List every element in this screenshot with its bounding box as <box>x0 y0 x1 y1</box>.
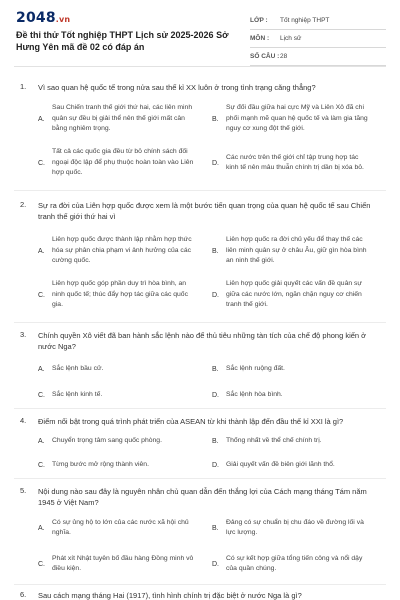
option-text: Sắc lệnh kinh tế. <box>52 390 103 398</box>
option-b[interactable] <box>212 434 368 448</box>
question-number: 5. <box>20 486 27 495</box>
question-number: 1. <box>20 82 27 91</box>
option-text: Có sự kết hợp giữa tổng tiến công và nổi dậy của quần chúng. <box>226 554 363 572</box>
option-text: Có sự ủng hộ to lớn của các nước xã hội chủ nghĩa. <box>52 518 189 536</box>
option-b[interactable] <box>212 102 368 136</box>
option-letter: B. <box>212 247 219 255</box>
info-value: 28 <box>280 53 288 60</box>
option-text: Phát xít Nhật tuyên bố đầu hàng Đồng minh vô điều kiện. <box>52 554 194 572</box>
question-text: Điểm nổi bật trong quá trình phát triển của ASEAN từ khi thành lập đến đầu thế kỉ XXI là gì? <box>38 417 344 426</box>
option-letter: B. <box>212 365 219 373</box>
option-text: Từng bước mở rộng thành viên. <box>52 460 149 468</box>
option-d[interactable] <box>212 388 368 402</box>
question-divider <box>14 322 386 323</box>
option-text: Tất cả các quốc gia đều từ bỏ chính sách đối ngoại độc lập để phụ thuộc hoàn toàn vào Liên hợp quốc. <box>52 148 194 177</box>
option-letter: B. <box>212 437 219 445</box>
option-text: Giải quyết vấn đề biên giới lãnh thổ. <box>226 460 335 468</box>
question-text: Chính quyền Xô viết đã ban hành sắc lệnh nào để thủ tiêu những tàn tích của chế độ phong kiến ở nước Nga? <box>38 331 367 351</box>
option-d[interactable] <box>212 552 368 576</box>
option-letter: C. <box>38 159 45 167</box>
option-text: Chuyển trọng tâm sang quốc phòng. <box>52 436 162 444</box>
option-letter: D. <box>212 560 219 568</box>
option-c[interactable] <box>38 458 194 472</box>
document-header <box>0 0 400 66</box>
option-letter: C. <box>38 291 45 299</box>
option-letter: C. <box>38 391 45 399</box>
info-key: SỐ CÂU : <box>250 53 280 60</box>
option-d[interactable] <box>212 278 368 312</box>
option-letter: C. <box>38 560 45 568</box>
question-text: Vì sao quan hệ quốc tế trong nửa sau thế kỉ XX luôn ở trong tình trạng căng thẳng? <box>38 83 316 92</box>
site-logo[interactable] <box>16 10 70 26</box>
option-a[interactable] <box>38 362 194 376</box>
option-c[interactable] <box>38 388 194 402</box>
exam-info-table <box>250 12 386 66</box>
question-number: 2. <box>20 200 27 209</box>
option-letter: B. <box>212 524 219 532</box>
info-key: LỚP : <box>250 17 268 24</box>
exam-title: Đề thi thử Tốt nghiệp THPT Lịch sử 2025-2026 Sở Hưng Yên mã đề 02 có đáp án <box>16 30 229 52</box>
option-b[interactable] <box>212 516 368 540</box>
option-text: Sắc lệnh hòa bình. <box>226 390 283 398</box>
option-text: Liên hợp quốc góp phần duy trì hòa bình, an ninh quốc tế; thúc đẩy hợp tác giữa các quốc gia. <box>52 280 188 309</box>
info-value: Lịch sử <box>280 35 302 42</box>
option-letter: C. <box>38 461 45 469</box>
question-number: 3. <box>20 330 27 339</box>
option-text: Liên hợp quốc được thành lập nhằm hợp thức hóa sự phân chia phạm vi ảnh hưởng của các cường quốc. <box>52 236 192 265</box>
info-row-count <box>250 48 386 66</box>
option-letter: A. <box>38 524 45 532</box>
option-c[interactable] <box>38 146 194 180</box>
option-text: Sự đối đầu giữa hai cực Mỹ và Liên Xô đã chi phối mạnh mẽ quan hệ quốc tế và làm gia tăng nguy cơ xung đột thế giới. <box>226 104 368 133</box>
option-a[interactable] <box>38 102 194 136</box>
option-letter: D. <box>212 391 219 399</box>
header-divider <box>14 66 386 67</box>
info-row-subject <box>250 30 386 48</box>
question-number: 6. <box>20 590 27 599</box>
option-letter: B. <box>212 115 219 123</box>
logo-suffix: .vn <box>55 15 71 24</box>
question-text: Sự ra đời của Liên hợp quốc được xem là một bước tiến quan trọng của quan hệ quốc tế sau Chiến tranh thế giới thứ hai vì <box>38 201 371 221</box>
option-text: Sắc lệnh bầu cử. <box>52 364 104 372</box>
option-a[interactable] <box>38 434 194 448</box>
option-text: Liên hợp quốc giải quyết các vấn đề quân sự giữa các nước lớn, ngăn chặn nguy cơ chiến tranh thế giới. <box>226 280 362 309</box>
question-divider <box>14 408 386 409</box>
option-d[interactable] <box>212 458 368 472</box>
option-a[interactable] <box>38 516 194 540</box>
option-text: Đảng có sự chuẩn bị chu đáo về đường lối và lực lượng. <box>226 518 364 536</box>
question-divider <box>14 478 386 479</box>
option-letter: D. <box>212 159 219 167</box>
option-c[interactable] <box>38 552 194 576</box>
question-divider <box>14 190 386 191</box>
option-b[interactable] <box>212 362 368 376</box>
option-b[interactable] <box>212 234 368 268</box>
info-key: MÔN : <box>250 35 270 42</box>
option-letter: A. <box>38 365 45 373</box>
option-letter: A. <box>38 247 45 255</box>
logo-main: 2048 <box>16 10 56 26</box>
option-letter: A. <box>38 437 45 445</box>
question-divider <box>14 584 386 585</box>
option-letter: D. <box>212 291 219 299</box>
option-d[interactable] <box>212 146 368 180</box>
question-text: Nội dung nào sau đây là nguyên nhân chủ quan dẫn đến thắng lợi của Cách mạng tháng Tám năm 1945 ở Việt Nam? <box>38 487 367 507</box>
option-text: Sắc lệnh ruộng đất. <box>226 364 285 372</box>
option-text: Liên hợp quốc ra đời chủ yếu để thay thế các liên minh quân sự ở châu Âu, giữ gìn hòa bình an ninh thế giới. <box>226 236 367 265</box>
option-c[interactable] <box>38 278 194 312</box>
option-letter: A. <box>38 115 45 123</box>
info-row-class <box>250 12 386 30</box>
option-text: Thống nhất về thể chế chính trị. <box>226 436 322 444</box>
option-text: Các nước trên thế giới chỉ tập trung hợp tác kinh tế nên mâu thuẫn chính trị dần bị xóa bỏ. <box>226 153 364 171</box>
question-number: 4. <box>20 416 27 425</box>
option-letter: D. <box>212 461 219 469</box>
option-text: Sau Chiến tranh thế giới thứ hai, các liên minh quân sự đều bị giải thể nên thế giới mất cân bằng nghiêm trọng. <box>52 104 193 133</box>
info-value: Tốt nghiệp THPT <box>280 17 330 24</box>
question-text: Sau cách mạng tháng Hai (1917), tình hình chính trị đặc biệt ở nước Nga là gì? <box>38 591 302 600</box>
option-a[interactable] <box>38 234 194 268</box>
